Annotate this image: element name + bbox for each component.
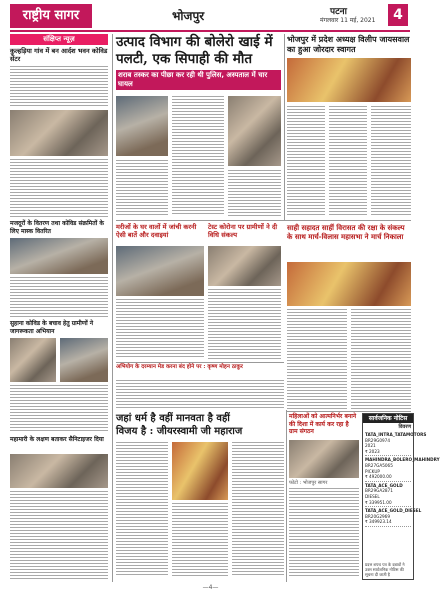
feature-headline-line2: विजय है : जीयरस्वामी जी महाराज: [116, 426, 243, 437]
masthead-rule: [10, 30, 410, 32]
notice-entry: [365, 507, 422, 527]
public-notice-footer: प्रदत्त शपथ पत्र के दबावों ने उक्त सार्वजनिक नोटिस की सूचना दी जाती है: [365, 562, 405, 577]
lead-photo-2: [228, 96, 281, 166]
column-divider-1: [112, 34, 113, 582]
right-top-photo: [287, 58, 411, 102]
page-marker: —4—: [202, 584, 219, 591]
middle-left-photo: [116, 246, 204, 296]
public-notice-header-right: विवरण: [398, 424, 411, 430]
right-top-body-2: [329, 106, 367, 216]
right-lower-rule: [287, 411, 411, 412]
notice-entry-amount: ₹ 349923.14: [365, 519, 392, 525]
banner-body-1: [287, 309, 347, 409]
notice-entry-reg: BR20G2969: [365, 513, 391, 519]
notice-entry-amount: ₹ 2023: [365, 448, 380, 454]
notice-entry-label: TATA_ACE_GOLD_DIESEL: [365, 508, 422, 514]
feature-headline-line1: जहां धर्म है वहीं मानवता है वहीं: [116, 413, 230, 424]
notice-entry-detail: DIESEL: [365, 493, 380, 499]
middle-right-body: [208, 289, 281, 359]
right-top-body-1: [287, 106, 325, 216]
middle-right-photo: [208, 246, 281, 286]
paper-name-banner: [10, 4, 92, 28]
notice-entry-reg: BR29G0974: [365, 437, 391, 443]
right-top-headline: भोजपुर में प्रदेश अध्यक्ष विलीप जायसवाल का हुआ जोरदार स्वागत: [287, 34, 410, 54]
right-lower-body: [289, 488, 359, 578]
left-headline-2: मजदूरों के वितरण तथा कोविड संक्रमितों के लिए मास्क वितरित: [10, 220, 104, 235]
paper-name: राष्ट्रीय सागर: [22, 8, 80, 23]
notice-entry: [365, 456, 440, 481]
right-lower-photo: [289, 440, 359, 478]
public-notice-title: सार्वजनिक नोटिस: [363, 414, 413, 423]
notice-entry-reg: BR29GA2871: [365, 488, 393, 494]
left-photo-5: [10, 454, 108, 488]
lead-body-2: [172, 96, 224, 216]
notice-entry-label: MAHINDRA_BOLERO_MAHINDRY: [365, 457, 440, 463]
notice-entry: [365, 482, 411, 507]
lead-subheadline: शराब तस्कर का पीछा कर रही थी पुलिस, अस्पताल में चार घायल: [116, 70, 281, 90]
left-body-5: [10, 491, 108, 581]
left-headline-3: सुहाना कोविड के बचाव हेतु ग्रामीणों ने जागरूकता अभियान: [10, 320, 94, 335]
notice-entry-detail: PICKUP: [365, 468, 380, 474]
feature-body-2: [172, 503, 228, 577]
public-notice-entries: [363, 431, 440, 527]
middle-right-headline: टेस्ट कोरोना पर ग्रामीणों ने दी विधि संकल्प: [208, 223, 278, 239]
notice-entry-detail: 2021: [365, 443, 376, 449]
left-body-1: [10, 66, 108, 108]
left-body-2: [10, 159, 108, 217]
notice-entry-label: TATA_INTRA_TATAMOTORS: [365, 432, 427, 437]
left-headline-4: महामारी के लक्षण बताकर सैनिटाइजर दिया: [10, 436, 104, 443]
left-photo-1: [10, 110, 108, 156]
lead-headline: उत्पाद विभाग की बोलेरो खाई में पलटी, एक सिपाही की मौत: [116, 34, 273, 67]
left-photo-3: [10, 338, 56, 382]
middle-left-body: [116, 299, 204, 359]
banner-body-2: [351, 309, 411, 409]
right-top-story: [287, 34, 411, 54]
left-headline-1: कुल्हड़िया गांव में बन आर्दश भवन कोविड सेंटर: [10, 47, 108, 63]
notice-entry-reg: BR27GA5065: [365, 462, 393, 468]
left-column: [10, 34, 108, 582]
strip-rule: [116, 362, 284, 363]
right-lower-caption: फोटो : भोजपुर सागर: [289, 480, 328, 486]
masthead: [0, 0, 421, 32]
page-number: 4: [388, 4, 408, 26]
lead-photo-1: [116, 96, 168, 156]
banner-photo: [287, 262, 411, 306]
lead-body-1: [116, 160, 168, 216]
photo-strip-caption: अभियोग के दरम्यान मेड करना बंद होने पर : कृष्ण मोहन ठाकुर: [116, 364, 243, 370]
date-label: मंगलवार 11 मई, 2021: [320, 17, 376, 24]
left-photo-4: [60, 338, 108, 382]
feature-story: [116, 412, 284, 438]
left-body-3: [10, 277, 108, 317]
notice-entry: [365, 431, 427, 456]
notice-entry-amount: ₹ 492000.00: [365, 474, 392, 480]
middle-left-headline: मरीजों के घर वालों में जांची करनी ऐसी बातें और दवाइयां: [116, 223, 197, 239]
photo-strip-body: [116, 380, 284, 410]
feature-photo: [172, 442, 228, 500]
right-top-body-3: [371, 106, 411, 216]
notice-entry-label: TATA_ACE_GOLD: [365, 482, 403, 488]
left-body-4: [10, 385, 108, 433]
city-label: पटना: [330, 7, 347, 17]
public-notice: [362, 413, 440, 580]
banner-story: [287, 223, 411, 241]
notice-entry-amount: ₹ 339951.00: [365, 499, 392, 505]
right-lower-headline: महिलाओं को आत्मनिर्भर बनाने की दिशा में कार्य कर रहा है ग्राम संगठन: [289, 413, 357, 435]
lead-body-3: [228, 170, 281, 216]
lead-story: [116, 34, 281, 90]
feature-body-1: [116, 442, 168, 577]
edition-label: भोजपुर: [172, 9, 205, 23]
left-photo-2: [10, 238, 108, 274]
banner-headline: साही सहादत साहीं विरासत की रक्षा के संकल्प के साथ मार्च-विलास महासभा ने मार्च निकाला: [287, 223, 405, 241]
middle-rule-top: [116, 220, 411, 221]
column-divider-3: [286, 410, 287, 582]
feature-body-3: [232, 442, 284, 577]
column-divider-2: [284, 34, 285, 220]
section-tag: संक्षिप्त न्यूज़: [10, 34, 108, 45]
